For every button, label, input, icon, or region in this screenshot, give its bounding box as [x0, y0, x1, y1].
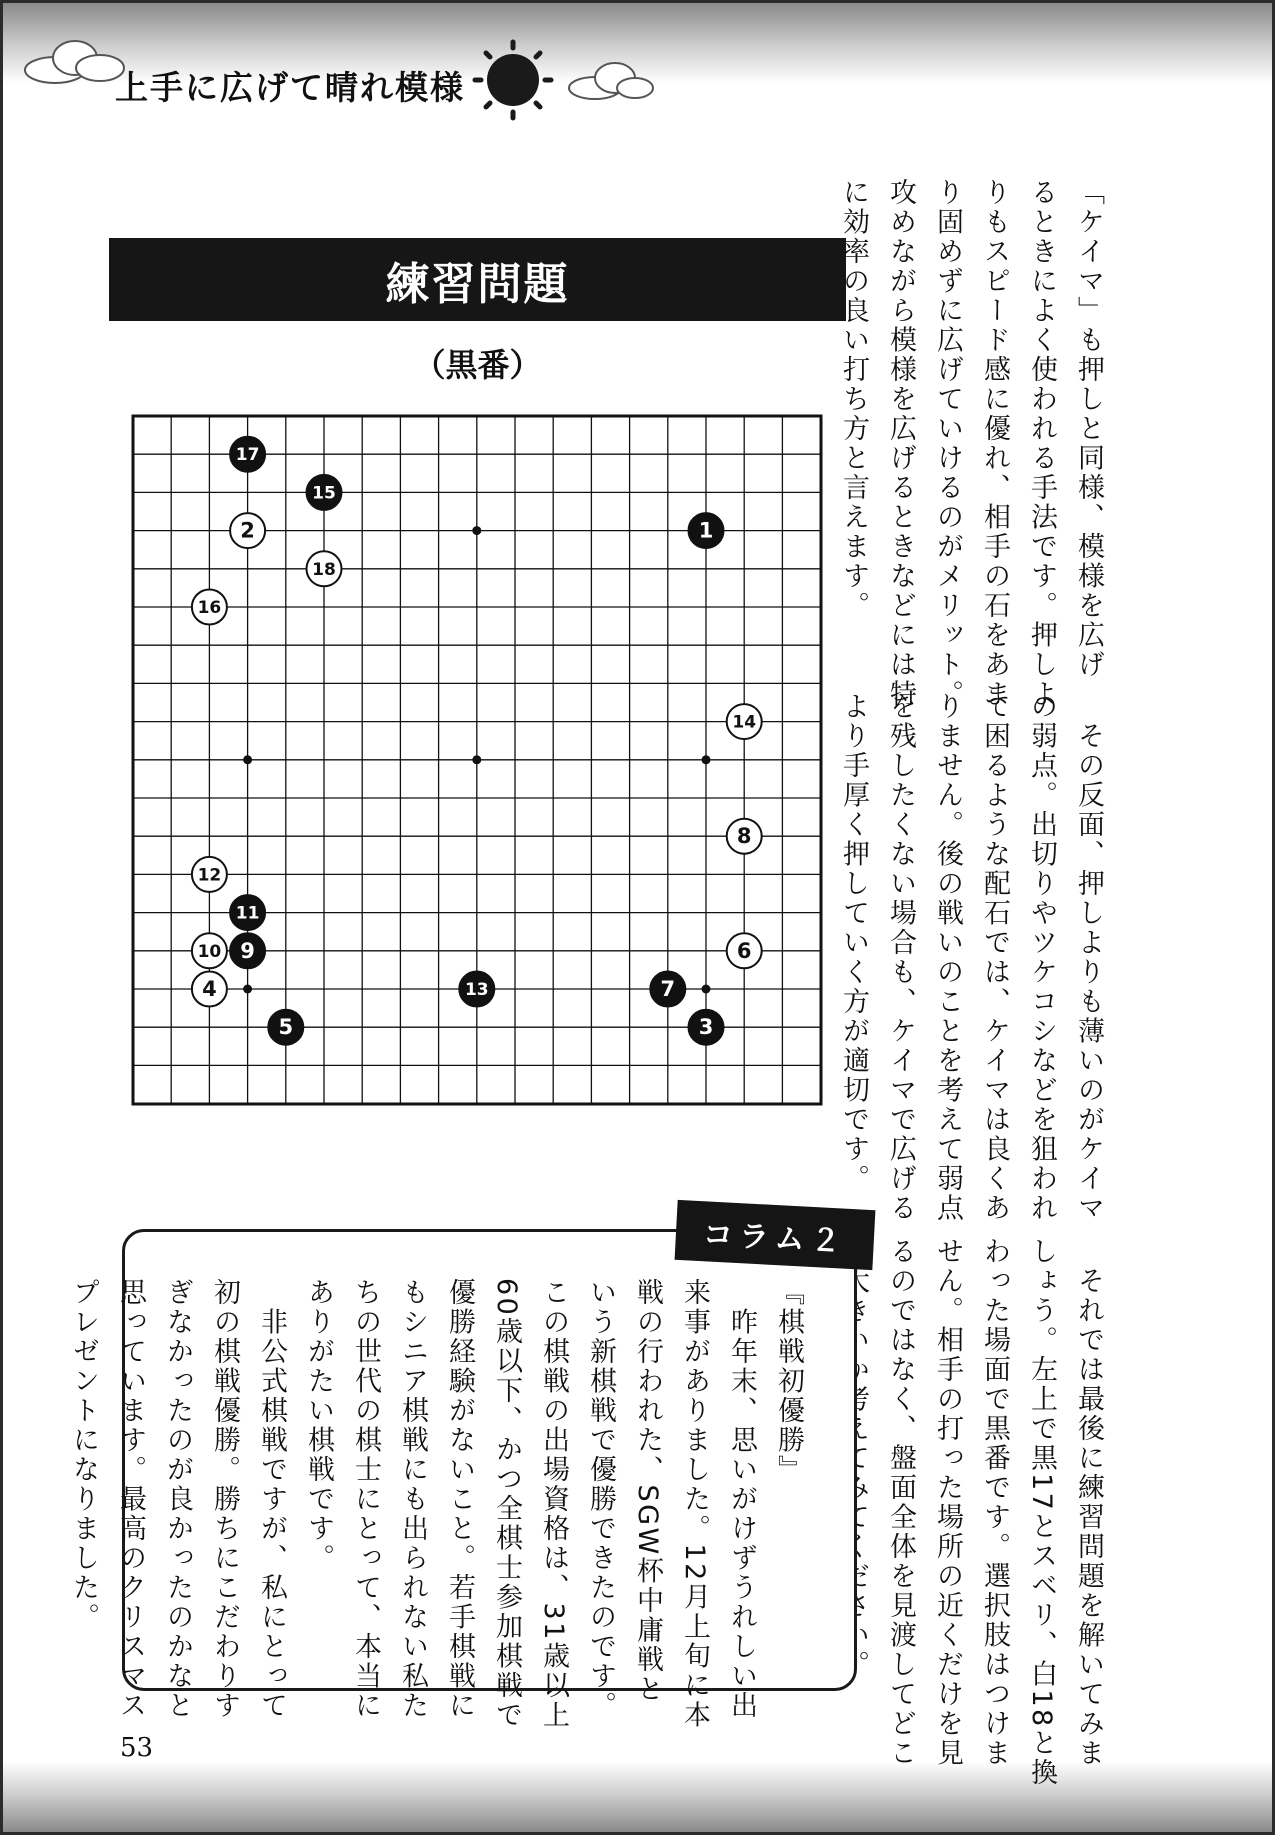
column-line: 60歳以下、かつ全棋士参加棋戦で [491, 1278, 522, 1731]
column-line: プレゼントになりました。 [68, 1278, 99, 1632]
text-line: 「ケイマ」も押しと同様、模様を広げ [1073, 178, 1104, 680]
move-number: 3 [698, 1015, 714, 1040]
white-stone-12 [192, 857, 227, 892]
text-line: に効率の良い打ち方と言えます。 [838, 178, 869, 621]
white-stone-2 [230, 513, 265, 548]
black-stone-3 [689, 1010, 724, 1045]
text-line: り固めずに広げていけるのがメリット。 [932, 178, 963, 709]
white-stone-4 [192, 972, 227, 1007]
text-line: を残したくない場合も、ケイマで広げる [885, 692, 916, 1223]
column-line: 来事がありました。12月上旬に本 [679, 1278, 710, 1731]
column-line: 戦の行われた、SGW杯中庸戦と [632, 1278, 663, 1705]
column-label: コラム２ [675, 1200, 876, 1270]
column-line: 思っています。最高のクリスマス [115, 1278, 146, 1721]
column-line: もシニア棋戦にも出られない私た [397, 1278, 428, 1721]
column-line: 非公式棋戦ですが、私にとって [256, 1278, 287, 1721]
black-stone-15 [307, 475, 342, 510]
star-point [472, 755, 481, 764]
white-stone-14 [727, 704, 762, 739]
column-line: 『棋戦初優勝』 [773, 1278, 804, 1485]
move-number: 12 [197, 865, 222, 886]
star-point [472, 526, 481, 535]
move-number: 2 [240, 518, 255, 543]
go-board [130, 413, 825, 1108]
move-number: 4 [202, 977, 217, 1001]
series-title: 上手に広げて晴れ模様 [115, 68, 465, 107]
cloud-icon [25, 41, 124, 83]
move-number: 9 [240, 938, 255, 963]
column-line: 優勝経験がないこと。若手棋戦に [444, 1278, 475, 1721]
star-point [702, 985, 711, 994]
white-stone-6 [727, 933, 762, 968]
move-number: 13 [464, 980, 489, 1000]
black-stone-17 [230, 437, 265, 472]
column-box [68, 1229, 857, 1731]
column-line: ちの世代の棋士にとって、本当に [350, 1278, 381, 1721]
text-line: より手厚く押していく方が適切です。 [838, 692, 869, 1194]
paragraph-2 [830, 692, 1112, 1223]
move-number: 1 [698, 518, 714, 543]
star-point [243, 985, 252, 994]
white-stone-18 [307, 551, 342, 586]
black-stone-1 [689, 513, 724, 548]
text-line: その反面、押しよりも薄いのがケイマ [1073, 692, 1104, 1223]
turn-label: （黒番） [413, 346, 542, 384]
text-line: しょう。左上で黒17とスベリ、白18と換 [1026, 1237, 1057, 1788]
text-line: の弱点。出切りやツケコシなどを狙われ [1026, 692, 1057, 1223]
white-stone-10 [192, 933, 227, 968]
text-line: りません。後の戦いのことを考えて弱点 [932, 692, 963, 1223]
problem-title: 練習問題 [109, 238, 846, 321]
text-line: て困るような配石では、ケイマは良くあ [979, 692, 1010, 1223]
white-stone-16 [192, 590, 227, 625]
black-stone-7 [650, 972, 685, 1007]
text-line: りもスピード感に優れ、相手の石をあま [979, 178, 1010, 709]
star-point [243, 755, 252, 764]
column-line: 昨年末、思いがけずうれしい出 [726, 1278, 757, 1721]
page-number: 53 [120, 1733, 154, 1763]
sun-icon [475, 42, 551, 118]
text-line: せん。相手の打った場所の近くだけを見 [932, 1237, 963, 1768]
move-number: 7 [660, 977, 676, 1001]
move-number: 18 [312, 559, 336, 580]
text-line: るのではなく、盤面全体を見渡してどこ [885, 1237, 916, 1768]
move-number: 17 [235, 445, 260, 466]
move-number: 15 [312, 483, 336, 504]
paragraph-1 [830, 178, 1112, 709]
column-line: この棋戦の出場資格は、31歳以上 [538, 1278, 569, 1731]
black-stone-13 [459, 972, 494, 1007]
move-number: 16 [197, 598, 222, 618]
column-text [60, 1278, 812, 1730]
move-number: 5 [278, 1015, 294, 1040]
black-stone-11 [230, 895, 265, 930]
white-stone-8 [727, 819, 762, 854]
text-line: それでは最後に練習問題を解いてみま [1073, 1237, 1104, 1768]
star-point [702, 755, 711, 764]
black-stone-5 [268, 1010, 303, 1045]
column-line: ぎなかったのが良かったのかなと [162, 1278, 193, 1721]
text-line: るときによく使われる手法です。押しよ [1026, 178, 1057, 709]
column-line: 初の棋戦優勝。勝ちにこだわりす [209, 1278, 240, 1721]
move-number: 11 [235, 903, 260, 924]
text-line: わった場面で黒番です。選択肢はつけま [979, 1237, 1010, 1768]
column-line: いう新棋戦で優勝できたのです。 [585, 1278, 616, 1721]
column-line: ありがたい棋戦です。 [303, 1278, 334, 1573]
move-number: 6 [736, 938, 752, 963]
text-line: 攻めながら模様を広げるときなどには特 [885, 178, 916, 709]
cloud-icon-right [569, 63, 653, 99]
move-number: 8 [736, 824, 752, 849]
move-number: 10 [197, 941, 222, 962]
move-number: 14 [732, 712, 757, 733]
black-stone-9 [230, 933, 265, 968]
paragraph-3 [830, 1237, 1112, 1788]
